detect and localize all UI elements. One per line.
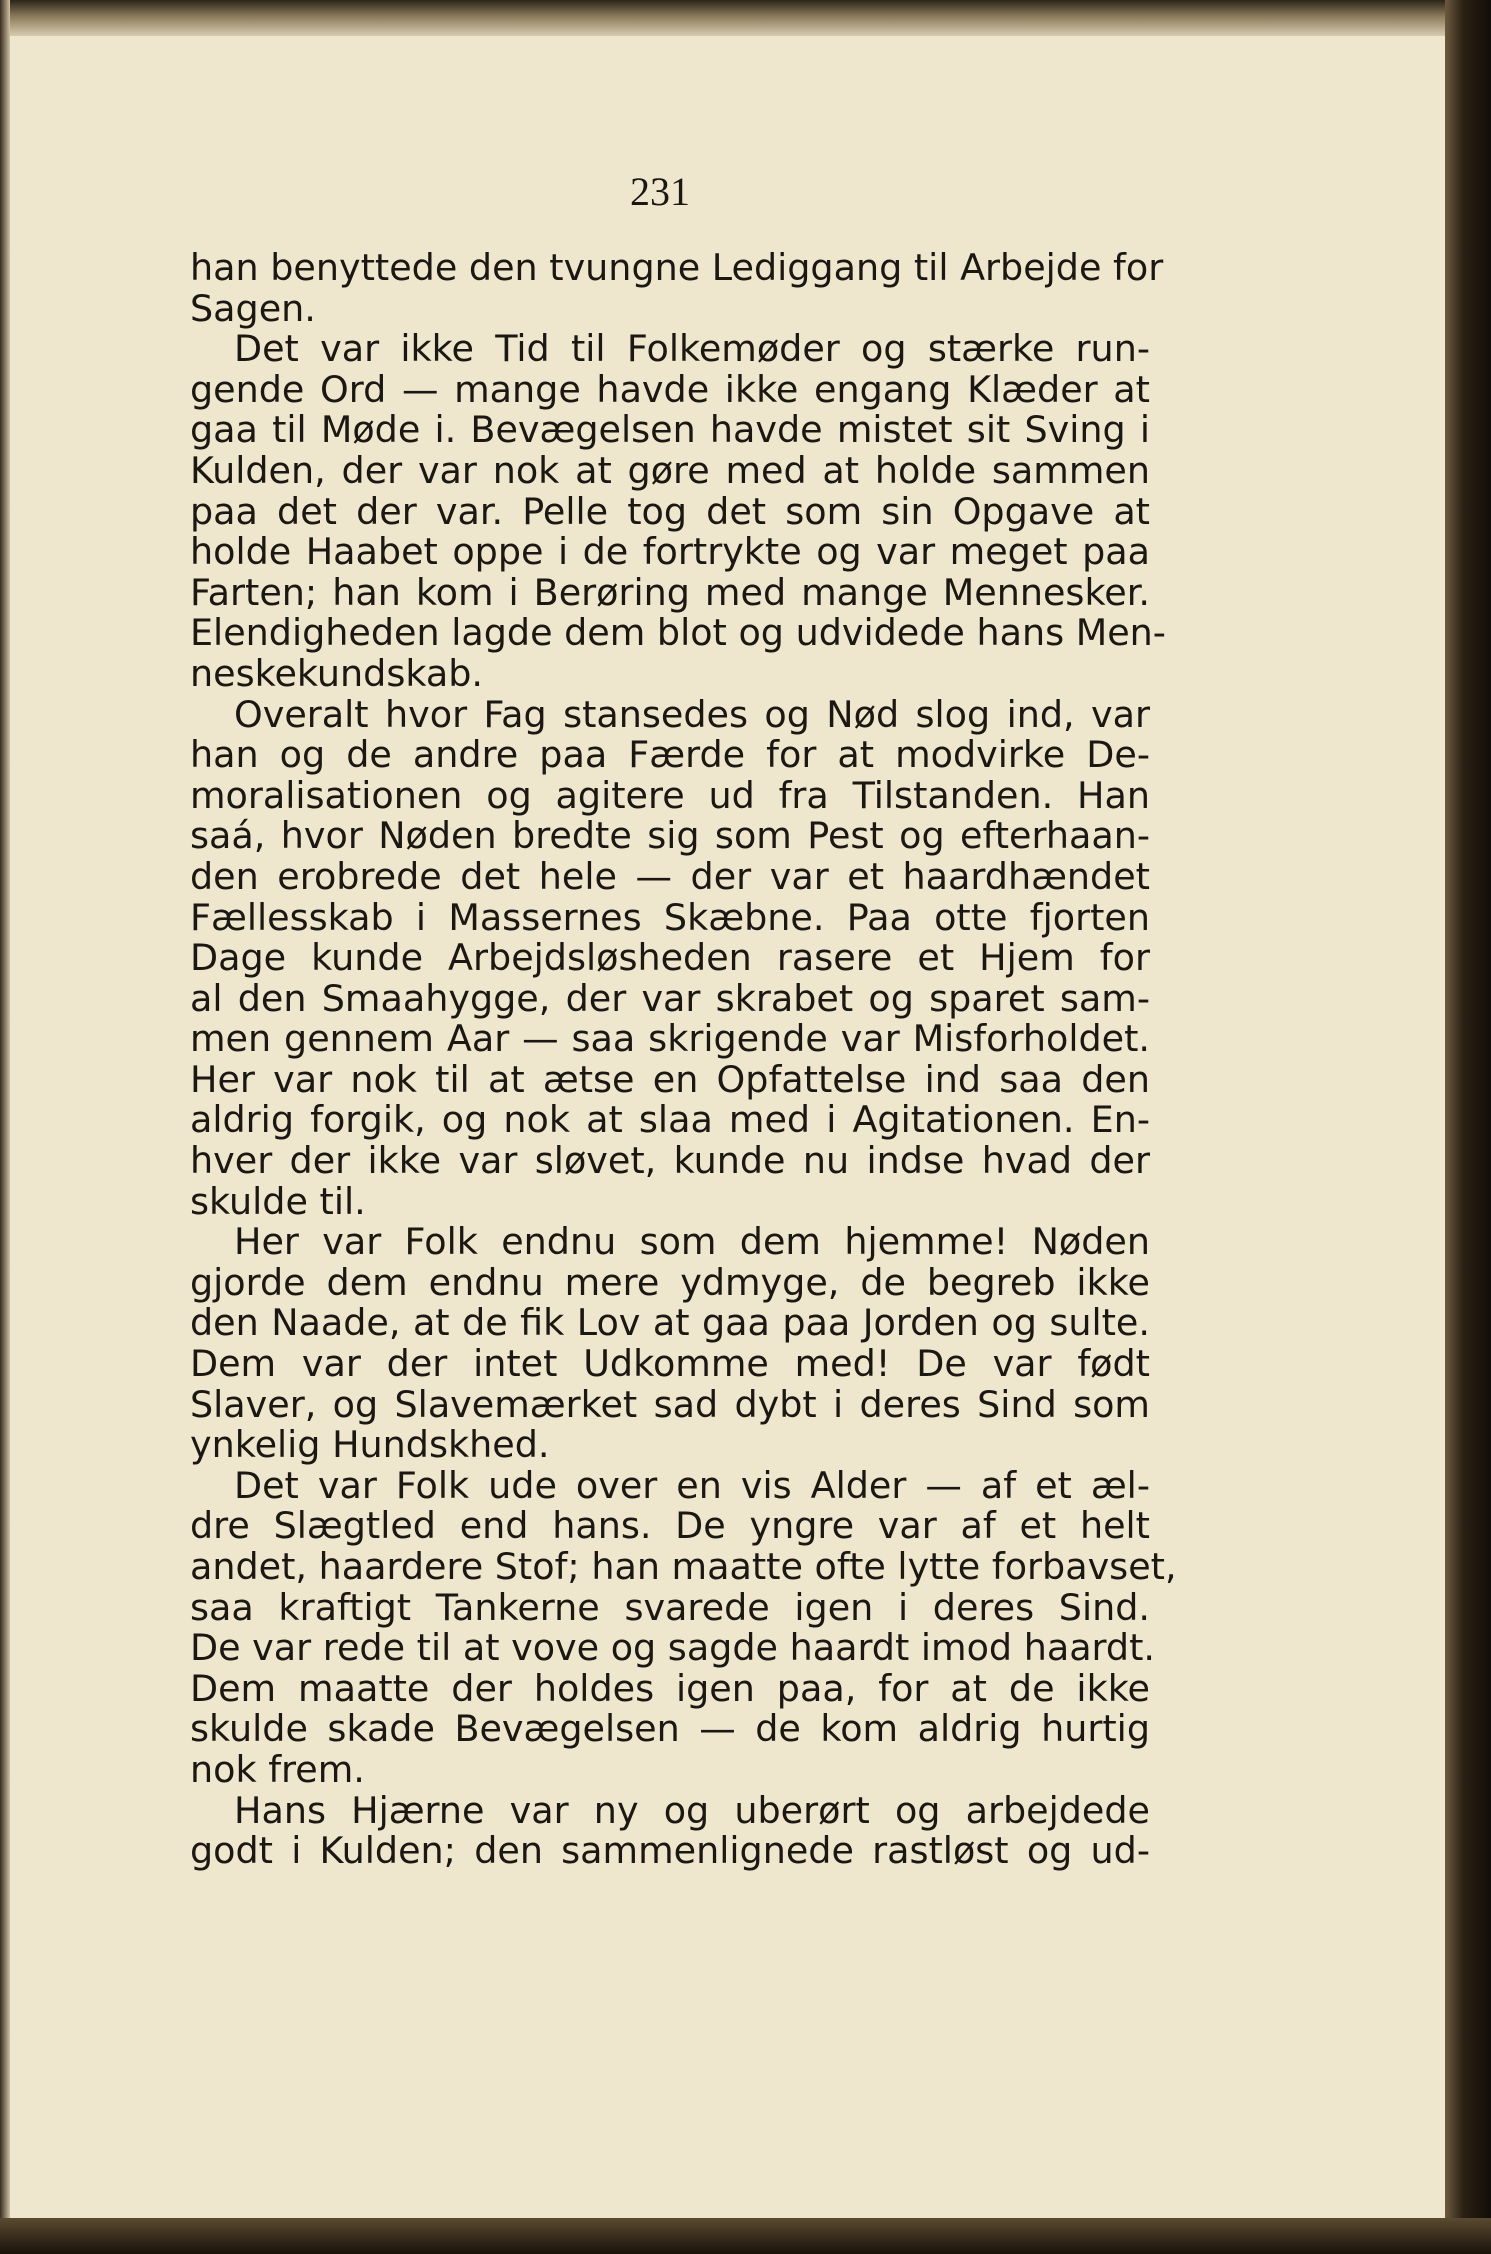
body-text <box>190 246 1177 1873</box>
text-line: skulde skade Bevægelsen — de kom aldrig hurtig <box>190 1707 1150 1751</box>
page-bottom-edge <box>0 2218 1491 2254</box>
text-line: dre Slægtled end hans. De yngre var af et helt <box>190 1504 1150 1548</box>
text-line: men gennem Aar — saa skrigende var Misforholdet. <box>190 1017 1150 1061</box>
text-line: Kulden, der var nok at gøre med at holde sammen <box>190 448 1150 492</box>
text-line: Det var Folk ude over en vis Alder — af et æl- <box>234 1463 1150 1507</box>
text-line: Fællesskab i Massernes Skæbne. Paa otte fjorten <box>190 895 1150 939</box>
text-line: gaa til Møde i. Bevægelsen havde mistet sit Sving i <box>190 408 1150 452</box>
text-line: ynkelig Hundskhed. <box>190 1423 550 1467</box>
text-line: aldrig forgik, og nok at slaa med i Agitationen. En- <box>190 1098 1150 1142</box>
text-line: Dage kunde Arbejdsløsheden rasere et Hjem for <box>190 936 1150 980</box>
text-line: moralisationen og agitere ud fra Tilstanden. Han <box>190 773 1150 817</box>
text-line: Hans Hjærne var ny og uberørt og arbejdede <box>234 1788 1150 1832</box>
text-line: den Naade, at de fik Lov at gaa paa Jorden og sulte. <box>190 1301 1150 1345</box>
text-line: saa kraftigt Tankerne svarede igen i deres Sind. <box>190 1585 1150 1629</box>
text-line: neskekundskab. <box>190 651 483 695</box>
text-line: gende Ord — mange havde ikke engang Klæder at <box>190 367 1150 411</box>
book-binding-edge <box>1445 0 1491 2254</box>
text-line: skulde til. <box>190 1179 366 1223</box>
text-line: Overalt hvor Fag stansedes og Nød slog ind, var <box>234 692 1150 736</box>
text-line: han benyttede den tvungne Lediggang til Arbejde for <box>190 246 1164 289</box>
text-line: andet, haardere Stof; han maatte ofte lytte forbavset, <box>190 1545 1177 1588</box>
text-line: den erobrede det hele — der var et haardhændet <box>190 854 1150 898</box>
text-line: Her var nok til at ætse en Opfattelse ind saa den <box>190 1057 1150 1101</box>
text-line: Dem var der intet Udkomme med! De var født <box>190 1342 1150 1386</box>
text-line: Her var Folk endnu som dem hjemme! Nøden <box>234 1220 1150 1264</box>
text-line: Elendigheden lagde dem blot og udvidede hans Men- <box>190 611 1166 655</box>
page-top-edge <box>0 0 1491 36</box>
text-line: De var rede til at vove og sagde haardt imod haardt. <box>190 1626 1156 1670</box>
text-line: hver der ikke var sløvet, kunde nu indse hvad der <box>190 1139 1150 1183</box>
text-line: Slaver, og Slavemærket sad dybt i deres Sind som <box>190 1382 1150 1426</box>
text-line: godt i Kulden; den sammenlignede rastløst og ud- <box>190 1829 1150 1873</box>
text-line: Farten; han kom i Berøring med mange Mennesker. <box>190 570 1150 614</box>
text-line: saá, hvor Nøden bredte sig som Pest og efterhaan- <box>190 814 1150 858</box>
text-line: al den Smaahygge, der var skrabet og sparet sam- <box>190 976 1150 1020</box>
text-line: Dem maatte der holdes igen paa, for at de ikke <box>190 1666 1150 1710</box>
text-line: Sagen. <box>190 286 316 330</box>
text-line: Det var ikke Tid til Folkemøder og stærke run- <box>234 327 1150 371</box>
page-number: 231 <box>630 169 690 214</box>
text-line: paa det der var. Pelle tog det som sin Opgave at <box>190 489 1150 533</box>
text-line: han og de andre paa Færde for at modvirke De- <box>190 733 1150 777</box>
page-left-edge <box>0 0 10 2254</box>
text-line: gjorde dem endnu mere ydmyge, de begreb ikke <box>190 1260 1150 1304</box>
text-line: holde Haabet oppe i de fortrykte og var meget paa <box>190 530 1150 574</box>
text-line: nok frem. <box>190 1747 365 1791</box>
